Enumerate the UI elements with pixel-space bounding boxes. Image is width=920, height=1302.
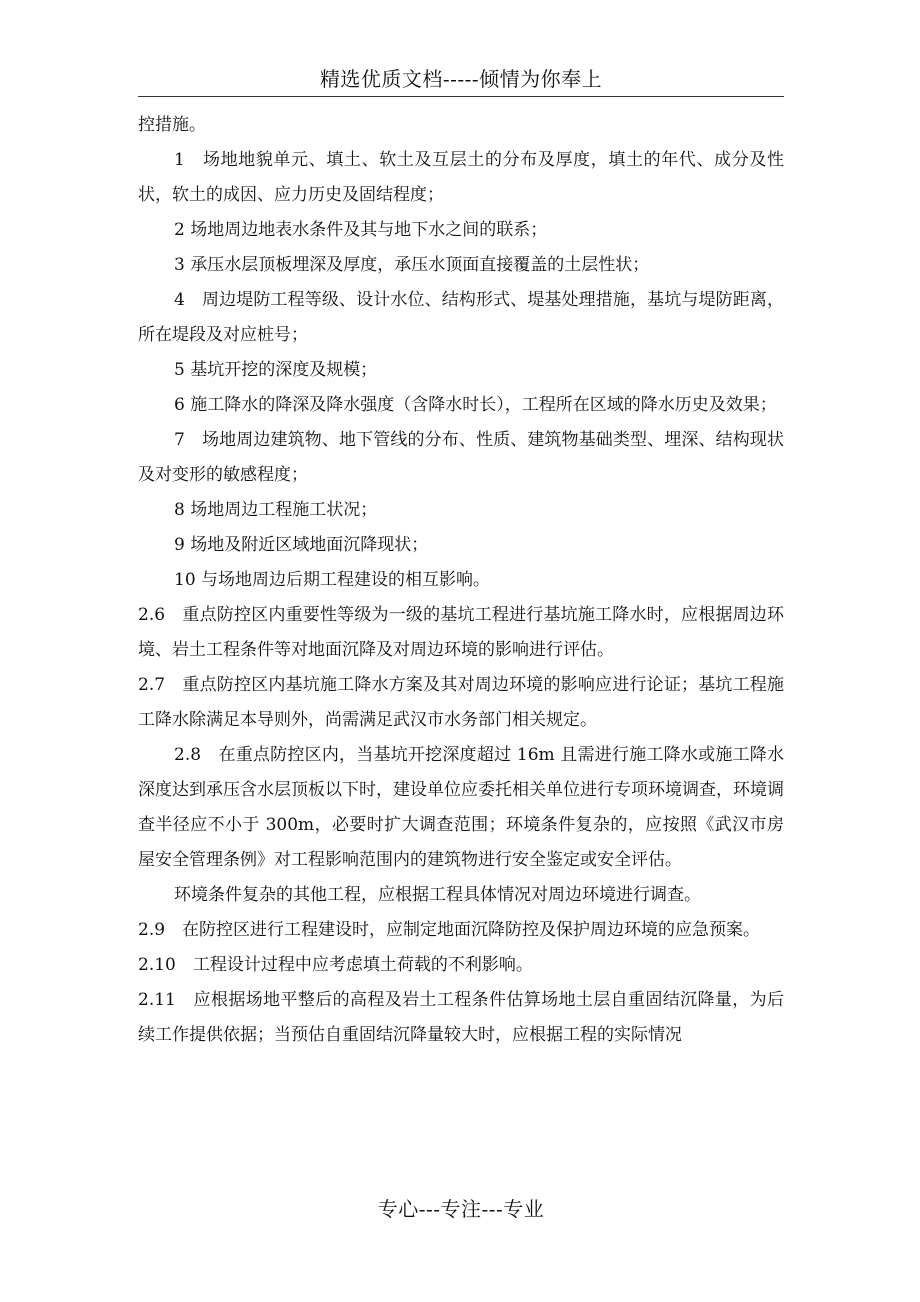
clause-2-6: 2.6 重点防控区内重要性等级为一级的基坑工程进行基坑施工降水时，应根据周边环境、岩土工程条件等对地面沉降及对周边环境的影响进行评估。 bbox=[138, 605, 784, 660]
page-header: 精选优质文档-----倾情为你奉上 bbox=[138, 62, 784, 97]
list-item-4: 4 周边堤防工程等级、设计水位、结构形式、堤基处理措施，基坑与堤防距离，所在堤段及对应桩号； bbox=[138, 290, 784, 345]
clause-2-9: 2.9 在防控区进行工程建设时，应制定地面沉降防控及保护周边环境的应急预案。 bbox=[138, 920, 761, 940]
clause-2-10: 2.10 工程设计过程中应考虑填土荷载的不利影响。 bbox=[138, 955, 533, 975]
list-item-6: 6 施工降水的降深及降水强度（含降水时长），工程所在区域的降水历史及效果； bbox=[174, 395, 777, 415]
list-item-9: 9 场地及附近区域地面沉降现状； bbox=[174, 535, 429, 555]
clause-2-8-note: 环境条件复杂的其他工程，应根据工程具体情况对周边环境进行调查。 bbox=[174, 885, 701, 905]
clause-2-8: 2.8 在重点防控区内，当基坑开挖深度超过 16m 且需进行施工降水或施工降水深度达到承压含水层顶板以下时，建设单位应委托相关单位进行专项环境调查，环境调查半径应不小于 300m，必要时扩大调查范围；环境条件复杂的，应按照《武汉市房屋安全管理条例》对工程影响范围内的建筑物进行安全鉴定或安全评估。 bbox=[138, 745, 784, 870]
list-item-3: 3 承压水层顶板埋深及厚度，承压水顶面直接覆盖的土层性状； bbox=[174, 255, 650, 275]
clause-2-7: 2.7 重点防控区内基坑施工降水方案及其对周边环境的影响应进行论证；基坑工程施工降水除满足本导则外，尚需满足武汉市水务部门相关规定。 bbox=[138, 675, 784, 730]
page-footer: 专心---专注---专业 bbox=[377, 1197, 545, 1221]
document-body bbox=[138, 108, 784, 1053]
list-item-7: 7 场地周边建筑物、地下管线的分布、性质、建筑物基础类型、埋深、结构现状及对变形的敏感程度； bbox=[138, 430, 784, 485]
list-item-1: 1 场地地貌单元、填土、软土及互层土的分布及厚度，填土的年代、成分及性状，软土的成因、应力历史及固结程度； bbox=[138, 150, 784, 205]
paragraph-continuation: 控措施。 bbox=[138, 115, 206, 135]
clause-2-11: 2.11 应根据场地平整后的高程及岩土工程条件估算场地土层自重固结沉降量，为后续工作提供依据；当预估自重固结沉降量较大时，应根据工程的实际情况 bbox=[138, 990, 784, 1045]
list-item-10: 10 与场地周边后期工程建设的相互影响。 bbox=[174, 570, 491, 590]
list-item-2: 2 场地周边地表水条件及其与地下水之间的联系； bbox=[174, 220, 548, 240]
list-item-5: 5 基坑开挖的深度及规模； bbox=[174, 360, 378, 380]
list-item-8: 8 场地周边工程施工状况； bbox=[174, 500, 378, 520]
